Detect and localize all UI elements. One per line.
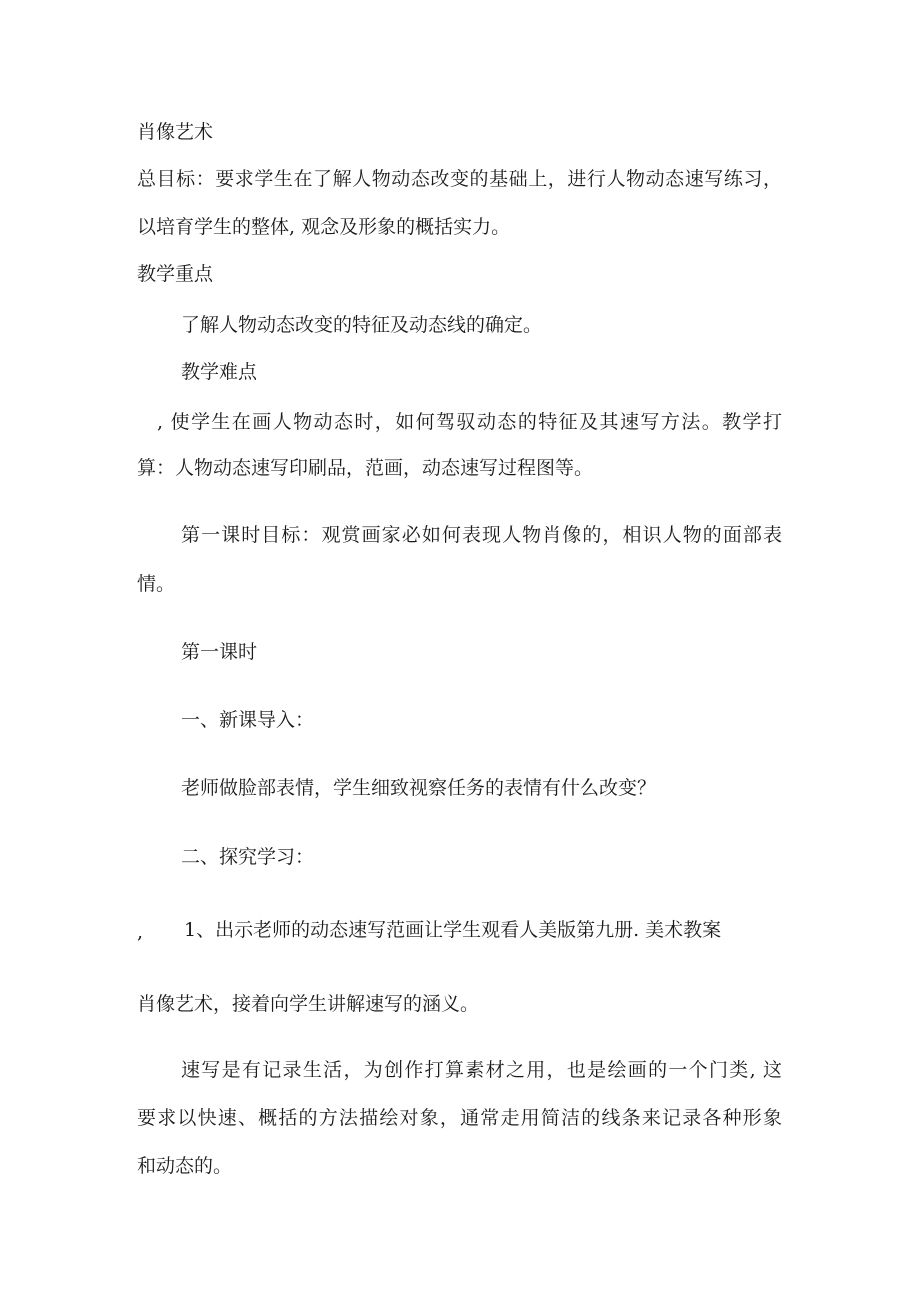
document-title: 肖像艺术 [137, 121, 214, 143]
lesson1-goal-line-1: 第一课时目标：观赏画家必如何表现人物肖像的，相识人物的面部表 [181, 524, 782, 546]
difficulty-heading: 教学难点 [181, 361, 258, 383]
difficulty-line-1: , 使学生在画人物动态时，如何驾驭动态的特征及其速写方法。教学打 [157, 411, 782, 433]
sketch-definition-line-3: 和动态的。 [137, 1155, 233, 1177]
difficulty-line-2: 算：人物动态速写印刷品，范画，动态速写过程图等。 [137, 457, 594, 479]
step1-line-1: 1、出示老师的动态速写范画让学生观看人美版第九册. 美术教案 [184, 919, 722, 941]
lesson1-goal-line-2: 情。 [137, 573, 176, 595]
overall-goal-line-1: 总目标：要求学生在了解人物动态改变的基础上，进行人物动态速写练习， [137, 168, 782, 190]
overall-goal-line-2: 以培育学生的整体, 观念及形象的概括实力。 [137, 216, 511, 238]
section2-heading: 二、探究学习： [181, 846, 315, 868]
key-point-text: 了解人物动态改变的特征及动态线的确定。 [181, 314, 543, 336]
step1-comma: , [137, 921, 144, 943]
step1-line-2: 肖像艺术，接着向学生讲解速写的涵义。 [137, 993, 480, 1015]
sketch-definition-line-1: 速写是有记录生活，为创作打算素材之用，也是绘画的一个门类, 这 [181, 1059, 782, 1081]
key-point-heading: 教学重点 [137, 263, 214, 285]
section1-heading: 一、新课导入： [181, 709, 315, 731]
lesson1-heading: 第一课时 [181, 641, 258, 663]
section1-text: 老师做脸部表情，学生细致视察任务的表情有什么改变？ [181, 777, 657, 799]
sketch-definition-line-2: 要求以快速、概括的方法描绘对象，通常走用简洁的线条来记录各种形象 [137, 1107, 782, 1129]
